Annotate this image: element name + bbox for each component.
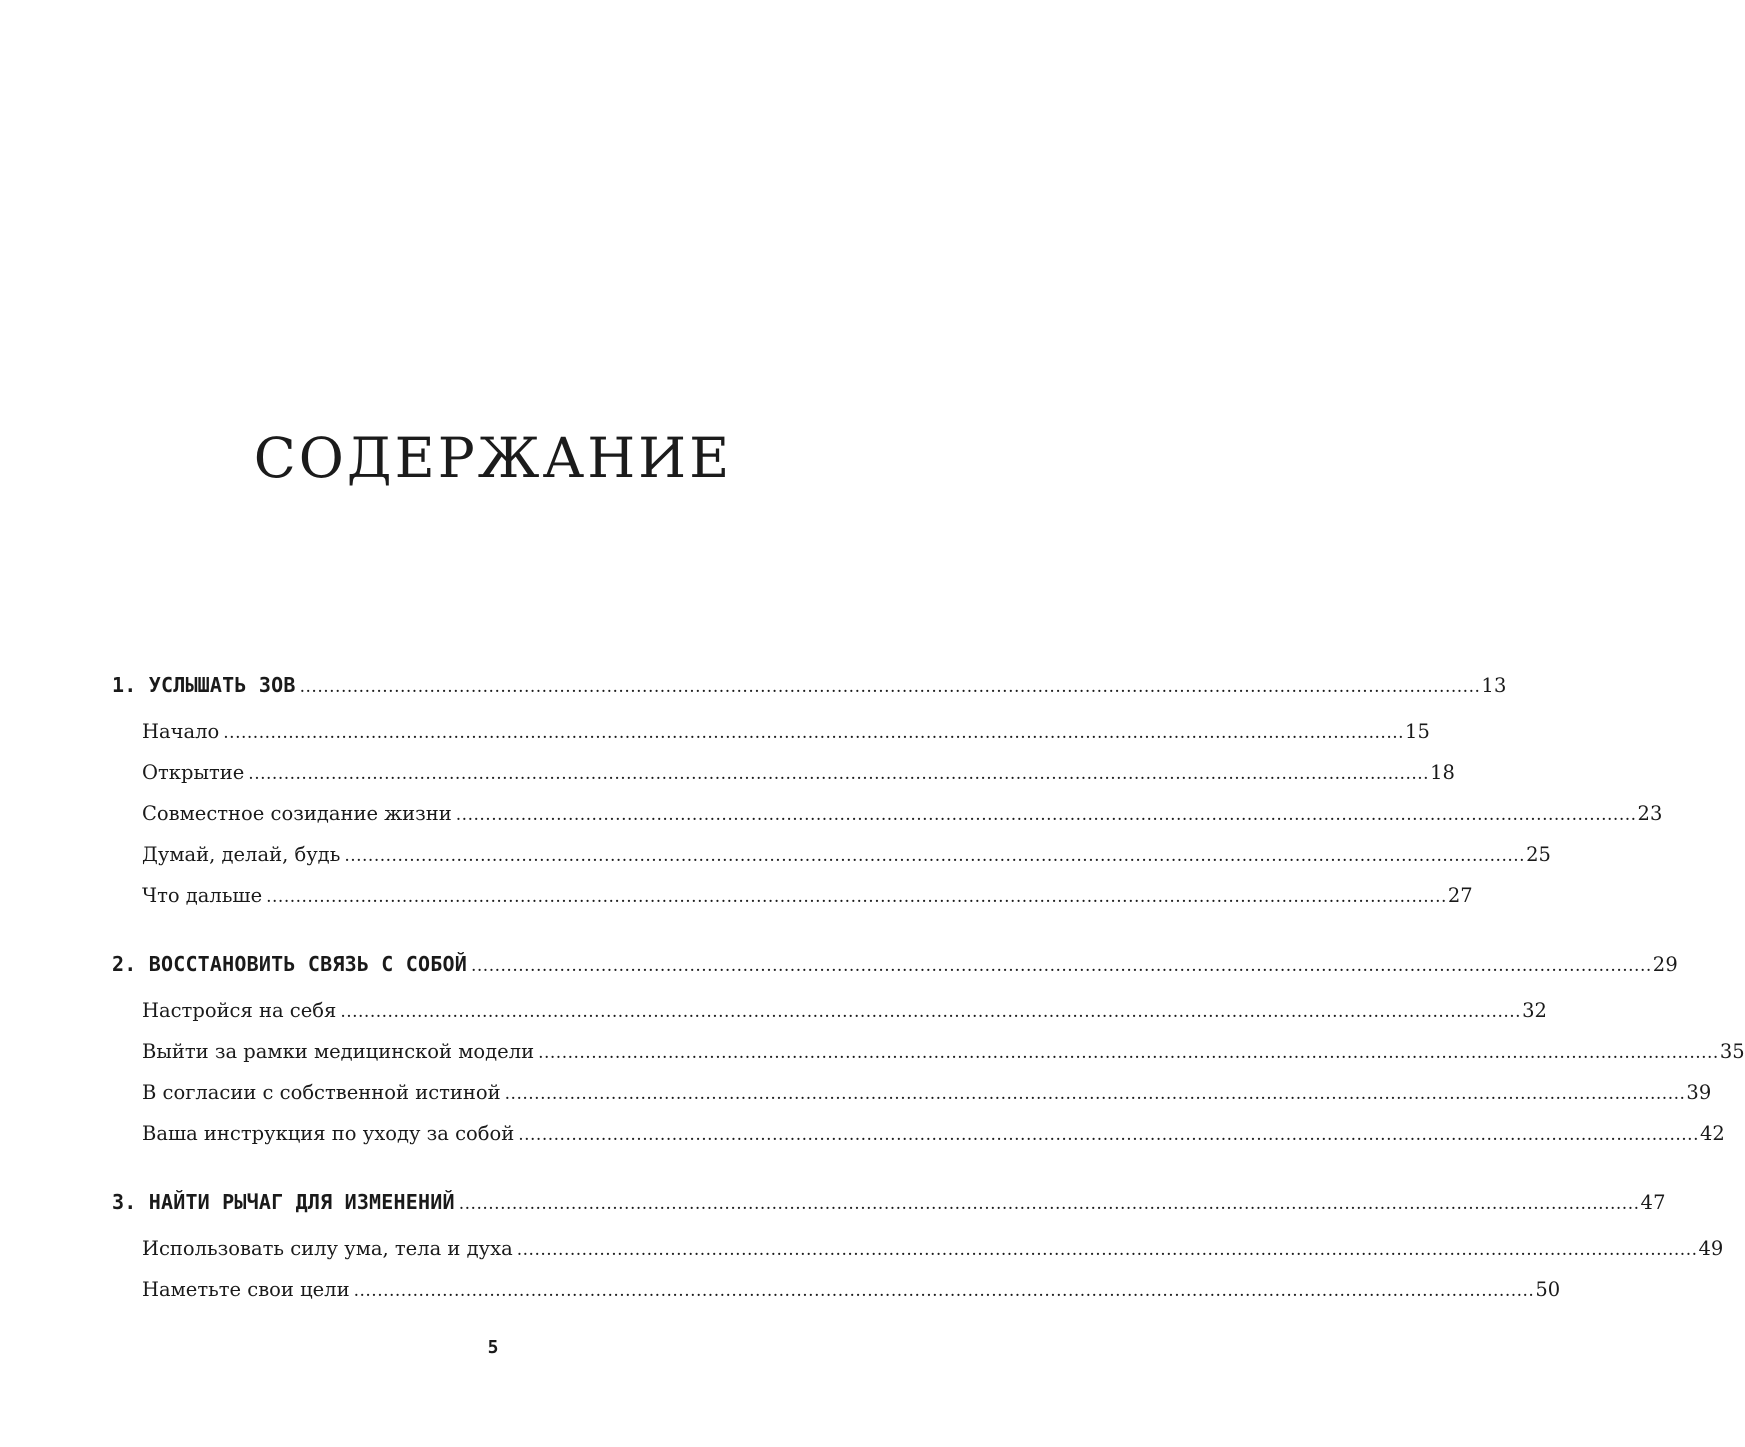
toc-section-nastroisya[interactable] bbox=[142, 996, 1547, 1026]
toc-entry-page: 35 bbox=[1719, 1040, 1745, 1063]
toc-chapter-1[interactable] bbox=[112, 670, 1507, 700]
dot-leader: ........................................................................................................................................................................................................ bbox=[353, 1281, 1535, 1301]
dot-leader: ........................................................................................................................................................................................................ bbox=[518, 1125, 1699, 1145]
dot-leader: ........................................................................................................................................................................................................ bbox=[538, 1043, 1719, 1063]
toc-entry-label: Совместное созидание жизни bbox=[142, 802, 452, 825]
toc-section-instrukciya[interactable] bbox=[142, 1119, 1725, 1149]
page-number: 5 bbox=[487, 1337, 499, 1358]
toc-chapter-2[interactable] bbox=[112, 949, 1678, 979]
toc-section-namette[interactable] bbox=[142, 1275, 1561, 1305]
dot-leader: ........................................................................................................................................................................................................ bbox=[266, 887, 1447, 907]
toc-entry-label: Ваша инструкция по уходу за собой bbox=[142, 1122, 515, 1145]
toc-entry-label: Что дальше bbox=[142, 884, 263, 907]
toc-section-ispolzovat[interactable] bbox=[142, 1234, 1724, 1264]
dot-leader: ........................................................................................................................................................................................................ bbox=[223, 723, 1405, 743]
page-title: СОДЕРЖАНИЕ bbox=[253, 426, 733, 490]
dot-leader: ........................................................................................................................................................................................................ bbox=[299, 677, 1481, 697]
toc-entry-page: 50 bbox=[1535, 1278, 1561, 1301]
toc-section-sovmestnoe[interactable] bbox=[142, 799, 1663, 829]
toc-entry-label: Выйти за рамки медицинской модели bbox=[142, 1040, 535, 1063]
dot-leader: ........................................................................................................................................................................................................ bbox=[340, 1002, 1522, 1022]
toc-entry-label: Наметьте свои цели bbox=[142, 1278, 350, 1301]
toc-section-nachalo[interactable] bbox=[142, 717, 1430, 747]
dot-leader: ........................................................................................................................................................................................................ bbox=[471, 956, 1652, 976]
toc-entry-label: Открытие bbox=[142, 761, 245, 784]
dot-leader: ........................................................................................................................................................................................................ bbox=[344, 846, 1526, 866]
toc-entry-page: 29 bbox=[1652, 953, 1678, 976]
toc-entry-page: 25 bbox=[1526, 843, 1551, 866]
toc-entry-label: В согласии с собственной истиной bbox=[142, 1081, 501, 1104]
dot-leader: ........................................................................................................................................................................................................ bbox=[458, 1194, 1640, 1214]
toc-entry-page: 18 bbox=[1430, 761, 1455, 784]
dot-leader: ........................................................................................................................................................................................................ bbox=[455, 805, 1637, 825]
toc-entry-page: 15 bbox=[1405, 720, 1430, 743]
toc-entry-page: 27 bbox=[1447, 884, 1473, 907]
toc-section-otkrytie[interactable] bbox=[142, 758, 1455, 788]
toc-section-v-soglasii[interactable] bbox=[142, 1078, 1712, 1108]
toc-entry-label: 1. УСЛЫШАТЬ ЗОВ bbox=[112, 673, 296, 697]
toc-entry-label: Настройся на себя bbox=[142, 999, 337, 1022]
toc-entry-label: Использовать силу ума, тела и духа bbox=[142, 1237, 513, 1260]
toc-entry-page: 23 bbox=[1637, 802, 1663, 825]
dot-leader: ........................................................................................................................................................................................................ bbox=[248, 764, 1430, 784]
toc-entry-label: 2. ВОССТАНОВИТЬ СВЯЗЬ С СОБОЙ bbox=[112, 952, 467, 976]
toc-entry-page: 32 bbox=[1522, 999, 1547, 1022]
toc-chapter-3[interactable] bbox=[112, 1187, 1666, 1217]
toc-entry-page: 47 bbox=[1640, 1191, 1666, 1214]
toc-entry-page: 13 bbox=[1481, 674, 1507, 697]
dot-leader: ........................................................................................................................................................................................................ bbox=[504, 1084, 1686, 1104]
toc-entry-page: 39 bbox=[1686, 1081, 1712, 1104]
dot-leader: ........................................................................................................................................................................................................ bbox=[516, 1240, 1698, 1260]
toc-entry-label: 3. НАЙТИ РЫЧАГ ДЛЯ ИЗМЕНЕНИЙ bbox=[112, 1190, 455, 1214]
toc-section-vyiti[interactable] bbox=[142, 1037, 1745, 1067]
toc-entry-label: Начало bbox=[142, 720, 220, 743]
toc-section-chto-dalshe[interactable] bbox=[142, 881, 1473, 911]
toc-entry-page: 49 bbox=[1698, 1237, 1724, 1260]
toc-entry-label: Думай, делай, будь bbox=[142, 843, 341, 866]
toc-entry-page: 42 bbox=[1699, 1122, 1725, 1145]
toc-section-dumai[interactable] bbox=[142, 840, 1551, 870]
